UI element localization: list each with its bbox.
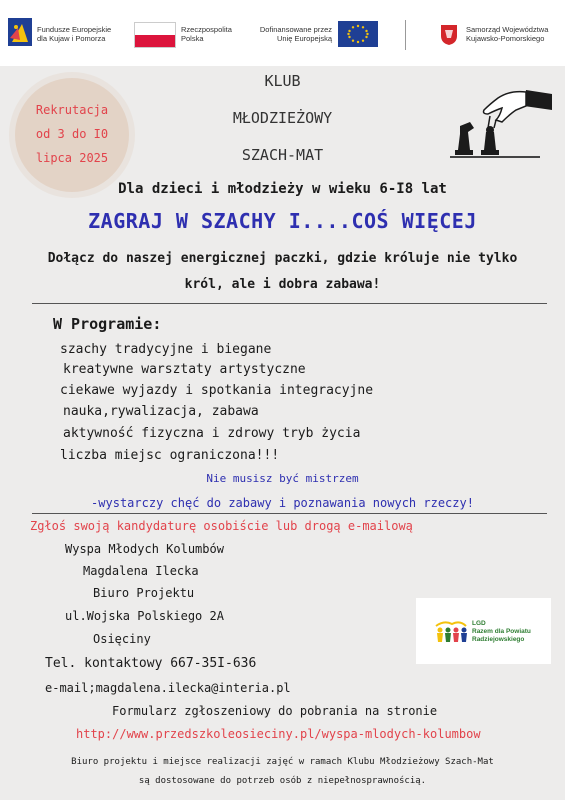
- badge-line-3: lipca 2025: [35, 151, 109, 165]
- form-text: Formularz zgłoszeniowy do pobrania na stronie: [112, 704, 438, 718]
- fe-logo-text-2: dla Kujaw i Pomorza: [37, 34, 106, 43]
- contact-email[interactable]: e-mail;magdalena.ilecka@interia.pl: [45, 681, 291, 695]
- rp-logo-text-2: Polska: [181, 34, 204, 43]
- program-item: ciekawe wyjazdy i spotkania integracyjne: [60, 383, 374, 398]
- headline: ZAGRAJ W SZACHY I....COŚ WIĘCEJ: [88, 209, 477, 233]
- audience-text: Dla dzieci i młodzieży w wieku 6-I8 lat: [118, 181, 447, 197]
- club-title-line-1: KLUB: [264, 72, 301, 90]
- logo-divider: [405, 20, 406, 50]
- program-item: szachy tradycyjne i biegane: [60, 342, 272, 357]
- club-title-line-2: MŁODZIEŻOWY: [232, 109, 333, 127]
- chess-hand-illustration-icon: [440, 76, 552, 168]
- badge-line-1: Rekrutacja: [35, 103, 109, 117]
- contact-office: Biuro Projektu: [93, 586, 195, 600]
- sw-logo-text-2: Kujawsko-Pomorskiego: [466, 34, 545, 43]
- eu-logo-text-2: Unię Europejską: [276, 34, 332, 43]
- badge-line-2: od 3 do I0: [35, 127, 109, 141]
- program-item: kreatywne warsztaty artystyczne: [63, 362, 306, 377]
- sw-logo-text-1: Samorząd Województwa: [466, 25, 549, 34]
- lgd-logo: [416, 598, 551, 664]
- contact-city: Osięciny: [93, 632, 151, 646]
- lgd-text-1: LGD: [472, 620, 486, 627]
- logo-bar: [0, 0, 565, 66]
- fe-logo-text-1: Fundusze Europejskie: [37, 25, 112, 34]
- program-item: liczba miejsc ograniczona!!!: [60, 448, 280, 463]
- notice-line-1: Nie musisz być mistrzem: [206, 472, 359, 485]
- footer-line-2: są dostosowane do potrzeb osób z niepełnosprawnością.: [138, 776, 427, 786]
- recruitment-badge: [15, 78, 129, 192]
- contact-phone[interactable]: Tel. kontaktowy 667-35I-636: [45, 656, 257, 671]
- lgd-text-2: Razem dla Powiatu: [472, 628, 531, 635]
- eu-logo-text-1: Dofinansowane przez: [259, 25, 332, 34]
- eu-flag-icon: [338, 21, 378, 47]
- contact-person: Magdalena Ilecka: [83, 564, 199, 578]
- program-heading: W Programie:: [53, 315, 162, 333]
- intro-line-2: król, ale i dobra zabawa!: [184, 277, 381, 292]
- notice-line-2: -wystarczy chęć do zabawy i poznawania nowych rzeczy!: [91, 496, 474, 510]
- apply-text: Zgłoś swoją kandydaturę osobiście lub drogą e-mailową: [30, 519, 413, 533]
- regional-crest-icon: [440, 24, 458, 46]
- program-item: aktywność fizyczna i zdrowy tryb życia: [63, 426, 361, 441]
- intro-line-1: Dołącz do naszej energicznej paczki, gdzie króluje nie tylko: [47, 251, 518, 266]
- contact-street: ul.Wojska Polskiego 2A: [65, 609, 224, 623]
- rp-logo-text-1: Rzeczpospolita: [181, 25, 232, 34]
- program-item: nauka,rywalizacja, zabawa: [63, 404, 259, 419]
- fe-logo-icon: [8, 18, 32, 46]
- lgd-people-icon: [434, 620, 468, 644]
- divider-bottom: [32, 513, 547, 514]
- polish-flag-icon: [134, 22, 176, 48]
- form-url-link[interactable]: http://www.przedszkoleosieciny.pl/wyspa-mlodych-kolumbow: [76, 727, 481, 741]
- lgd-text-3: Radziejowskiego: [472, 636, 525, 643]
- club-title-line-3: SZACH-MAT: [241, 146, 324, 164]
- footer-line-1: Biuro projektu i miejsce realizacji zajęć w ramach Klubu Młodzieżowy Szach-Mat: [71, 757, 494, 767]
- contact-org: Wyspa Młodych Kolumbów: [65, 542, 224, 556]
- divider-top: [32, 303, 547, 304]
